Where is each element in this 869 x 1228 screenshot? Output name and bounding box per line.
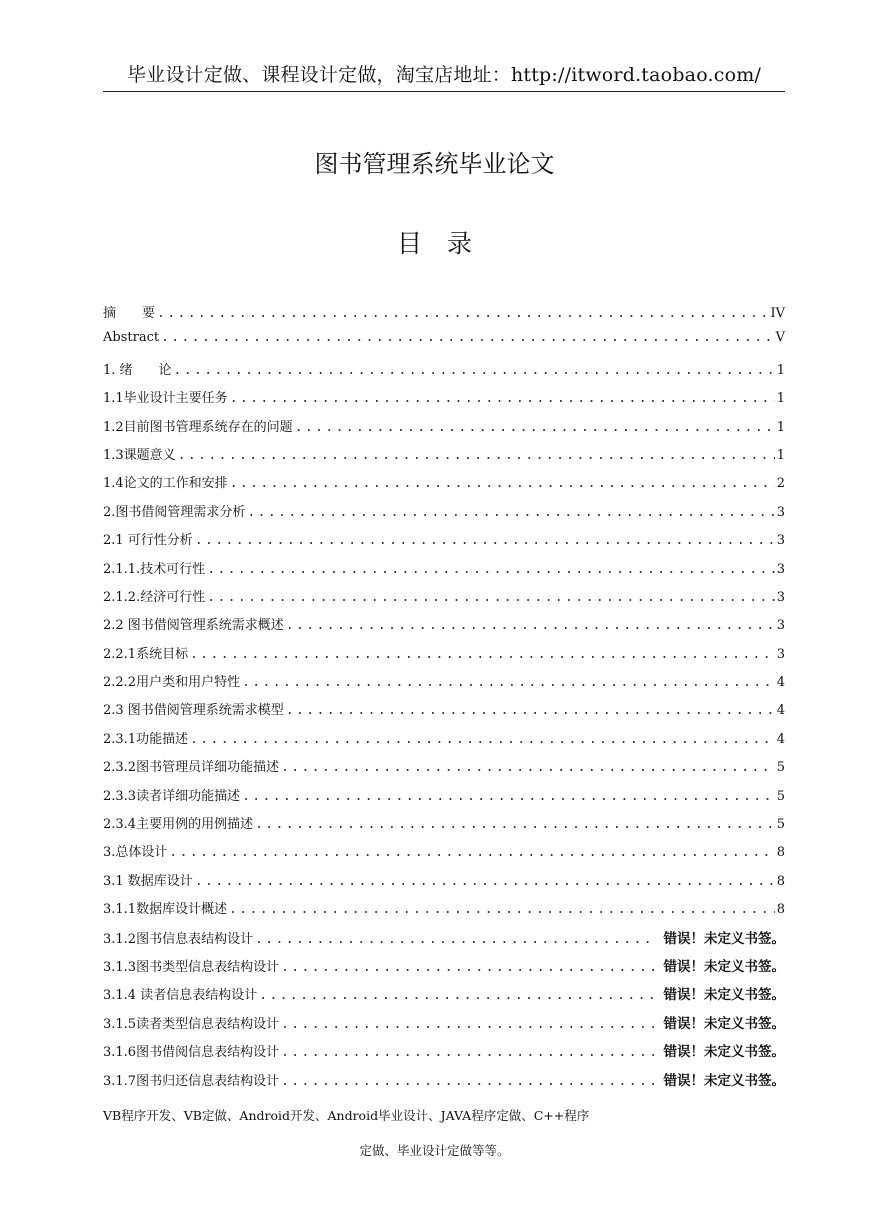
toc-entry[interactable] [103,330,785,358]
toc-entry[interactable] [103,898,785,926]
toc-leader-dots [281,760,775,775]
toc-leader-dots [247,505,774,520]
toc-leader-dots [259,988,653,1003]
toc-entry-page: 3 [776,646,785,662]
toc-entry-page: 3 [776,504,785,520]
toc-entry[interactable] [103,558,785,586]
toc-entry[interactable] [103,529,785,557]
toc-leader-dots [229,902,775,917]
toc-entry-page: 3 [776,589,785,605]
toc-leader-dots [286,618,775,633]
toc-leader-dots [157,306,768,321]
toc-entry[interactable] [103,870,785,898]
toc-entry-page: 8 [776,845,785,861]
toc-entry-page: 错误！未定义书签。 [663,1015,785,1032]
toc-entry-label: 2.3.3读者详细功能描述 [103,788,241,804]
toc-leader-dots [190,732,775,747]
toc-entry-label: 3.1.6图书借阅信息表结构设计 [103,1045,280,1061]
toc-heading: 目 录 [396,229,472,258]
toc-entry[interactable] [103,813,785,841]
toc-entry-label: 3.1 数据库设计 [103,873,193,889]
toc-entry-page: 3 [776,618,785,634]
toc-entry[interactable] [103,643,785,671]
toc-entry[interactable] [103,416,785,444]
toc-entry-page: 1 [776,447,785,463]
toc-entry-page: 错误！未定义书签。 [663,930,785,947]
page-header: 毕业设计定做、课程设计定做，淘宝店地址：http://itword.taobao.com/ [126,64,762,86]
toc-entry-page: 8 [776,902,785,918]
toc-entry-label: 1.2目前图书管理系统存在的问题 [103,419,293,435]
toc-leader-dots [255,817,775,832]
toc-entry-page: V [775,330,785,346]
toc-entry-page: 1 [776,362,785,378]
toc-entry[interactable] [103,359,785,387]
toc-leader-dots [174,363,775,378]
toc-entry-page: 错误！未定义书签。 [663,958,785,975]
toc-entry-page: 错误！未定义书签。 [663,987,785,1004]
toc-entry[interactable] [103,1069,785,1097]
toc-leader-dots [295,420,775,435]
toc-leader-dots [281,1074,653,1089]
toc-entry-label: 2.3.4主要用例的用例描述 [103,817,254,833]
toc-leader-dots [178,448,775,463]
footer-line-2: 定做、毕业设计定做等等。 [359,1143,510,1158]
toc-entry-label: 1.3课题意义 [103,447,176,463]
toc-leader-dots [242,789,775,804]
toc-entry-label: 1.1毕业设计主要任务 [103,391,228,407]
toc-entry-page: 3 [776,533,785,549]
toc-entry[interactable] [103,1040,785,1068]
toc-entry[interactable] [103,841,785,869]
toc-entry-page: 5 [776,760,785,776]
toc-entry-label: 摘 要 [103,306,156,321]
toc-leader-dots [255,932,653,947]
toc-leader-dots [281,1017,653,1032]
toc-entry-label: 2.2 图书借阅管理系统需求概述 [103,618,284,634]
toc-entry-page: 1 [776,391,785,407]
toc-entry-page: IV [770,306,785,321]
toc-entry-label: 3.1.2图书信息表结构设计 [103,931,254,947]
toc-leader-dots [207,590,775,605]
toc-entry-page: 错误！未定义书签。 [663,1044,785,1061]
toc-entry[interactable] [103,472,785,500]
toc-entry-page: 3 [776,561,785,577]
toc-leader-dots [230,391,775,406]
toc-entry-label: 1.4论文的工作和安排 [103,476,228,492]
toc-entry[interactable] [103,671,785,699]
toc-entry-label: 3.1.7图书归还信息表结构设计 [103,1073,280,1089]
toc-entry[interactable] [103,699,785,727]
toc-entry-page: 1 [776,419,785,435]
toc-entry[interactable] [103,444,785,472]
toc-entry-label: 2.3 图书借阅管理系统需求模型 [103,703,284,719]
toc-entry-label: 2.3.2图书管理员详细功能描述 [103,760,280,776]
document-title: 图书管理系统毕业论文 [314,150,555,178]
toc-leader-dots [195,533,775,548]
toc-entry[interactable] [103,983,785,1011]
toc-entry-label: 3.1.4 读者信息表结构设计 [103,988,258,1004]
toc-entry-label: 3.1.5读者类型信息表结构设计 [103,1016,280,1032]
toc-entry[interactable] [103,387,785,415]
toc-leader-dots [286,703,775,718]
toc-entry-label: 1. 绪 论 [103,362,172,378]
toc-entry-label: 3.1.1数据库设计概述 [103,902,228,918]
toc-entry[interactable] [103,501,785,529]
toc-entry[interactable] [103,614,785,642]
toc-entry-page: 5 [776,788,785,804]
toc-entry-label: 2.2.1系统目标 [103,646,189,662]
toc-entry-page: 4 [776,731,785,747]
toc-entry-label: 2.图书借阅管理需求分析 [103,504,246,520]
toc-entry[interactable] [103,927,785,955]
toc-entry[interactable] [103,756,785,784]
toc-leader-dots [161,330,774,345]
toc-entry-label: 2.1 可行性分析 [103,533,193,549]
header-rule [103,91,785,92]
toc-leader-dots [230,476,775,491]
toc-entry-page: 4 [776,675,785,691]
toc-entry-label: 3.1.3图书类型信息表结构设计 [103,959,280,975]
toc-entry[interactable] [103,1012,785,1040]
toc-entry-label: 2.3.1功能描述 [103,731,189,747]
toc-entry[interactable] [103,785,785,813]
toc-leader-dots [169,845,774,860]
toc-entry-label: 3.总体设计 [103,845,168,861]
toc-leader-dots [242,675,775,690]
toc-entry[interactable] [103,728,785,756]
toc-leader-dots [281,1045,653,1060]
toc-entry-page: 5 [776,817,785,833]
toc-entry-label: 2.2.2用户类和用户特性 [103,675,241,691]
toc-entry-label: Abstract [103,330,160,346]
toc-entry-label: 2.1.1.技术可行性 [103,561,206,577]
toc-leader-dots [190,647,775,662]
toc-entry[interactable] [103,302,785,330]
toc-entry-label: 2.1.2.经济可行性 [103,589,206,605]
table-of-contents [103,302,785,1097]
toc-entry[interactable] [103,955,785,983]
footer-line-1: VB程序开发、VB定做、Android开发、Android毕业设计、JAVA程序定做、C++程序 [103,1108,590,1123]
toc-leader-dots [207,562,775,577]
toc-entry-page: 错误！未定义书签。 [663,1072,785,1089]
toc-entry-page: 2 [776,476,785,492]
toc-entry-page: 8 [776,873,785,889]
toc-entry[interactable] [103,586,785,614]
toc-leader-dots [281,960,653,975]
toc-entry-page: 4 [776,703,785,719]
toc-leader-dots [195,874,775,889]
